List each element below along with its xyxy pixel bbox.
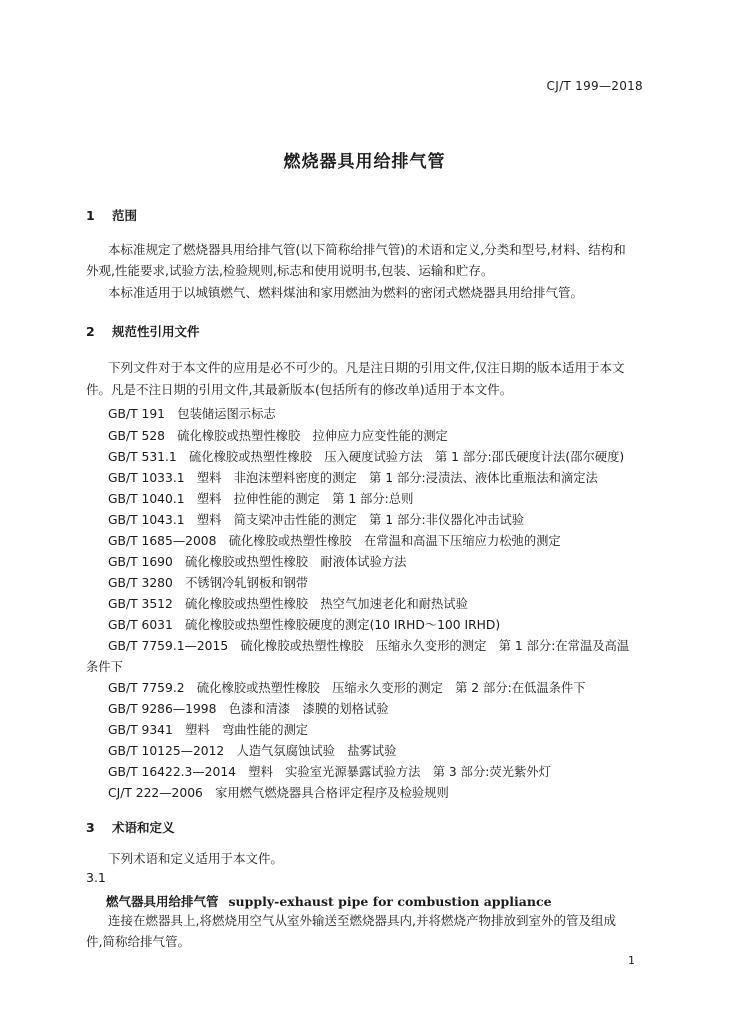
- reference-item: GB/T 9286—1998 色漆和清漆 漆膜的划格试验: [108, 702, 389, 716]
- section-3-intro: 下列术语和定义适用于本文件。: [108, 851, 284, 866]
- section-2-number: 2: [86, 324, 95, 339]
- section-1-number: 1: [86, 208, 95, 223]
- section-2-title: 规范性引用文件: [112, 324, 200, 339]
- term-entry: [106, 892, 552, 910]
- reference-item: GB/T 531.1 硫化橡胶或热塑性橡胶 压入硬度试验方法 第 1 部分:邵氏硬度计法(邵尔硬度): [108, 450, 625, 464]
- reference-item: GB/T 6031 硫化橡胶或热塑性橡胶硬度的测定(10 IRHD～100 IRHD): [108, 618, 501, 632]
- section-1-para1-line2: 外观,性能要求,试验方法,检验规则,标志和使用说明书,包装、运输和贮存。: [86, 263, 494, 278]
- clause-number: 3.1: [86, 870, 106, 885]
- reference-item: GB/T 3512 硫化橡胶或热塑性橡胶 热空气加速老化和耐热试验: [108, 597, 468, 611]
- section-1-para1-line1: 本标准规定了燃烧器具用给排气管(以下简称给排气管)的术语和定义,分类和型号,材料、结构和: [108, 242, 626, 257]
- document-title: 燃烧器具用给排气管: [283, 152, 446, 172]
- section-2-heading: [86, 322, 200, 340]
- standard-code: CJ/T 199—2018: [546, 79, 643, 93]
- reference-item: GB/T 16422.3—2014 塑料 实验室光源暴露试验方法 第 3 部分:荧光紫外灯: [108, 765, 551, 779]
- reference-item: GB/T 1685—2008 硫化橡胶或热塑性橡胶 在常温和高温下压缩应力松弛的测定: [108, 534, 561, 548]
- term-definition-line1: 连接在燃器具上,将燃烧用空气从室外输送至燃烧器具内,并将燃烧产物排放到室外的管及组成: [108, 913, 616, 928]
- reference-item: GB/T 9341 塑料 弯曲性能的测定: [108, 723, 309, 737]
- reference-item: CJ/T 222—2006 家用燃气燃烧器具合格评定程序及检验规则: [108, 786, 449, 800]
- section-1-title: 范围: [112, 208, 138, 223]
- term-definition-line2: 件,简称给排气管。: [86, 934, 190, 949]
- section-3-number: 3: [86, 820, 95, 835]
- reference-item: GB/T 1690 硫化橡胶或热塑性橡胶 耐液体试验方法: [108, 555, 407, 569]
- term-chinese: 燃气器具用给排气管: [106, 894, 219, 909]
- section-3-title: 术语和定义: [112, 820, 175, 835]
- section-3-heading: [86, 818, 175, 836]
- page-number: 1: [628, 954, 635, 967]
- term-english: supply-exhaust pipe for combustion appliance: [228, 894, 552, 909]
- reference-item: GB/T 528 硫化橡胶或热塑性橡胶 拉伸应力应变性能的测定: [108, 429, 448, 443]
- section-2-intro-line1: 下列文件对于本文件的应用是必不可少的。凡是注日期的引用文件,仅注日期的版本适用于本文: [108, 360, 625, 375]
- reference-item: GB/T 7759.2 硫化橡胶或热塑性橡胶 压缩永久变形的测定 第 2 部分:在低温条件下: [108, 681, 586, 695]
- section-1-para2: 本标准适用于以城镇燃气、燃料煤油和家用燃油为燃料的密闭式燃烧器具用给排气管。: [108, 285, 584, 300]
- reference-item: GB/T 3280 不锈钢冷轧钢板和钢带: [108, 576, 309, 590]
- section-2-intro-line2: 件。凡是不注日期的引用文件,其最新版本(包括所有的修改单)适用于本文件。: [86, 382, 513, 397]
- reference-item: GB/T 10125—2012 人造气氛腐蚀试验 盐雾试验: [108, 744, 397, 758]
- section-1-heading: [86, 206, 137, 224]
- reference-item-continuation: 条件下: [86, 660, 123, 674]
- reference-item: GB/T 1040.1 塑料 拉伸性能的测定 第 1 部分:总则: [108, 492, 414, 506]
- reference-item: GB/T 191 包装储运图示标志: [108, 407, 276, 421]
- reference-item: GB/T 7759.1—2015 硫化橡胶或热塑性橡胶 压缩永久变形的测定 第 1 部分:在常温及高温: [108, 639, 630, 653]
- reference-item: GB/T 1033.1 塑料 非泡沫塑料密度的测定 第 1 部分:浸渍法、液体比重瓶法和滴定法: [108, 471, 598, 485]
- reference-item: GB/T 1043.1 塑料 简支梁冲击性能的测定 第 1 部分:非仪器化冲击试验: [108, 513, 525, 527]
